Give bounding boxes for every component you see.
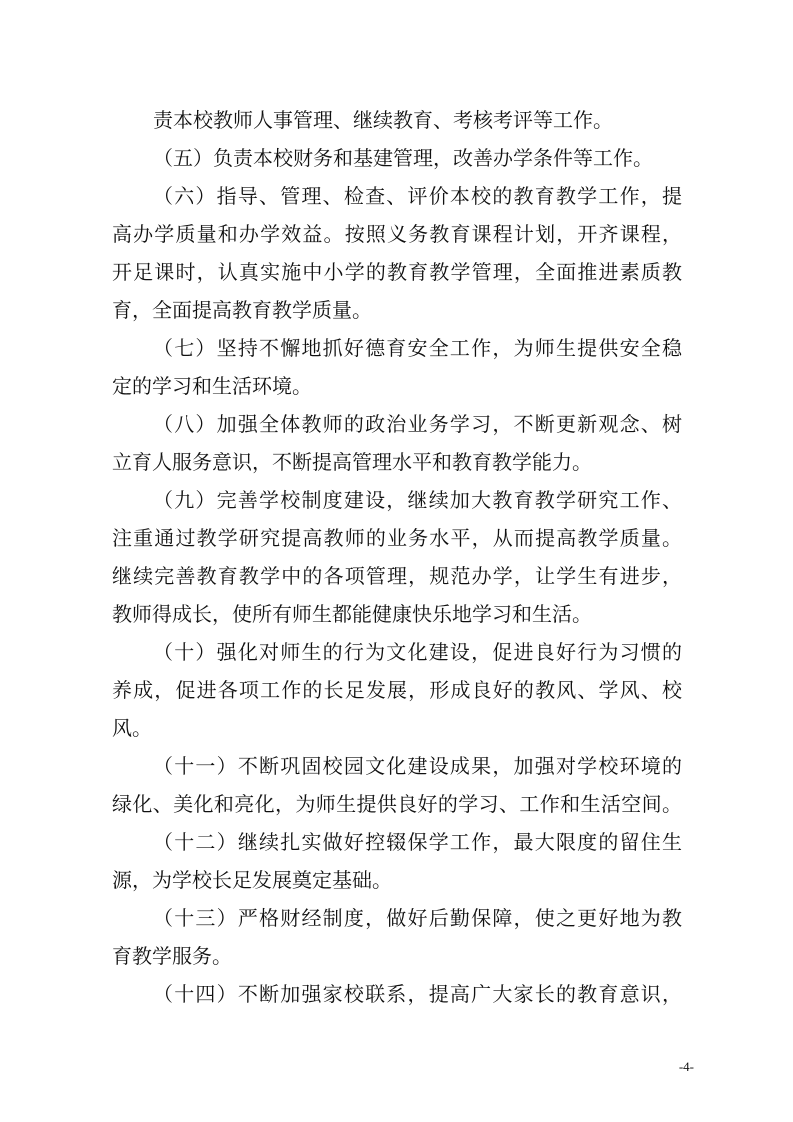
text-line: 教师得成长，使所有师生都能健康快乐地学习和生活。 — [112, 602, 592, 626]
text-line: 养成，促进各项工作的长足发展，形成良好的教风、学风、校 — [112, 678, 682, 702]
text-line: 风。 — [112, 716, 152, 740]
text-line: 绿化、美化和亮化，为师生提供良好的学习、工作和生活空间。 — [112, 792, 682, 816]
text-line: 源，为学校长足发展奠定基础。 — [112, 868, 392, 892]
text-line: 育，全面提高教育教学质量。 — [112, 298, 372, 322]
text-line: （八）加强全体教师的政治业务学习，不断更新观念、树 — [153, 412, 682, 436]
page-number: -4- — [678, 1059, 694, 1074]
text-line: （十三）严格财经制度，做好后勤保障，使之更好地为教 — [153, 906, 682, 930]
text-line: 继续完善教育教学中的各项管理，规范办学，让学生有进步， — [112, 564, 682, 588]
text-line: （七）坚持不懈地抓好德育安全工作，为师生提供安全稳 — [153, 336, 682, 360]
text-line: （十二）继续扎实做好控辍保学工作，最大限度的留住生 — [153, 830, 682, 854]
text-line: （九）完善学校制度建设，继续加大教育教学研究工作、 — [153, 488, 682, 512]
text-line: （十一）不断巩固校园文化建设成果，加强对学校环境的 — [153, 754, 682, 778]
text-line: 定的学习和生活环境。 — [112, 374, 312, 398]
text-line: （六）指导、管理、检查、评价本校的教育教学工作，提 — [153, 184, 682, 208]
text-line: 育教学服务。 — [112, 944, 232, 968]
text-line: （五）负责本校财务和基建管理，改善办学条件等工作。 — [153, 146, 653, 170]
text-line: 注重通过教学研究提高教师的业务水平，从而提高教学质量。 — [112, 526, 682, 550]
text-line: 责本校教师人事管理、继续教育、考核考评等工作。 — [153, 108, 613, 132]
text-line: 开足课时，认真实施中小学的教育教学管理，全面推进素质教 — [112, 260, 682, 284]
text-line: 高办学质量和办学效益。按照义务教育课程计划，开齐课程， — [112, 222, 682, 246]
text-line: （十）强化对师生的行为文化建设，促进良好行为习惯的 — [153, 640, 682, 664]
text-line: 立育人服务意识，不断提高管理水平和教育教学能力。 — [112, 450, 592, 474]
text-line: （十四）不断加强家校联系，提高广大家长的教育意识， — [153, 982, 682, 1006]
